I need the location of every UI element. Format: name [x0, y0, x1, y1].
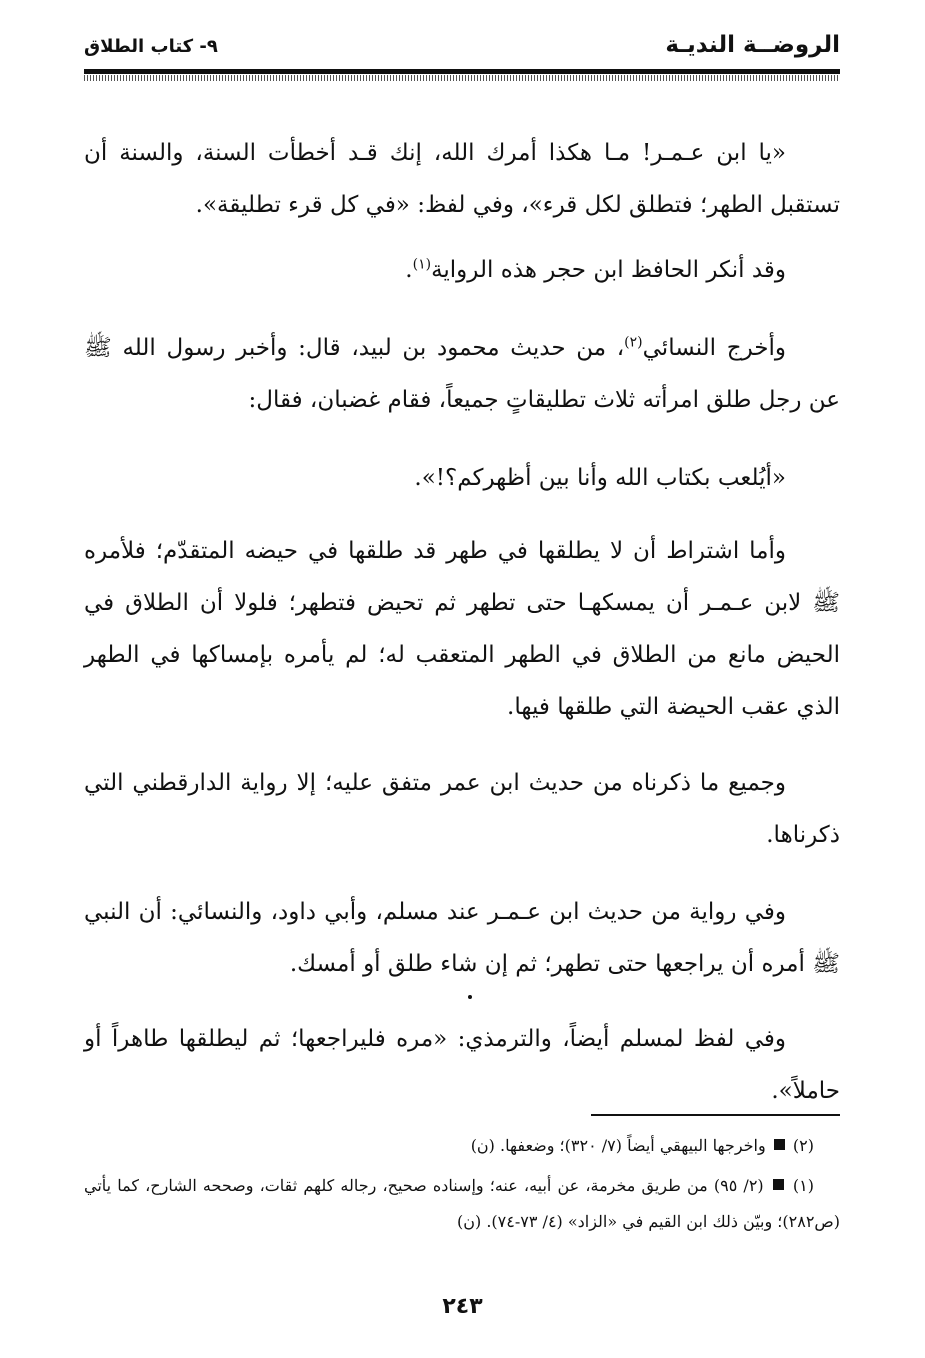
paragraph-5: [84, 525, 840, 733]
footnote-separator: [591, 1114, 840, 1116]
footnote-text: واخرجها البيهقي أيضاً (٧/ ٣٢٠)؛ وضعفها. (ن): [470, 1136, 766, 1155]
paragraph-text: وقد أنكر الحافظ ابن حجر هذه الرواية: [431, 257, 786, 283]
footnote-label: (٢): [792, 1136, 814, 1155]
paragraph-text: «يا ابن عـمـر! مـا هكذا أمرك الله، إنك قـد أخطأت السنة، والسنة أن تستقبل الطهر؛ فتطلق لكل قرء»، وفي لفظ: «في كل قرء تطليقة».: [84, 140, 840, 218]
paragraph-1: [84, 127, 840, 231]
footnote-marker[interactable]: (٢): [624, 334, 643, 351]
paragraph-text: وجميع ما ذكرناه من حديث ابن عمر متفق عليه؛ إلا رواية الدارقطني التي ذكرناها.: [84, 770, 840, 848]
square-bullet-icon: [774, 1139, 785, 1150]
paragraph-text-end: ، من حديث محمود بن لبيد، قال: وأخبر رسول الله ﷺ عن رجل طلق امرأته ثلاث تطليقاتٍ جميعاً، فقام غضبان، فقال:: [84, 335, 840, 413]
paragraph-3: [84, 322, 840, 426]
paragraph-4: [84, 452, 840, 504]
footnote-2: [84, 1128, 840, 1164]
paragraph-text: وأما اشتراط أن لا يطلقها في طهر قد طلقها في حيضه المتقدّم؛ فلأمره ﷺ لابن عـمـر أن يمسكهـا حتى تطهر ثم تحيض فتطهر؛ فلولا أن الطلاق في الحيض مانع من الطلاق في الطهر المتعقب له؛ لم يأمره بإمساكها في الطهر الذي عقب الحيضة التي طلقها فيها.: [84, 538, 840, 720]
square-bullet-icon: [773, 1179, 784, 1190]
footnote-marker[interactable]: (١): [412, 256, 432, 273]
book-title: الروضــة النديـة: [665, 32, 840, 58]
paragraph-6: [84, 757, 840, 861]
running-header: [84, 32, 840, 68]
chapter-title: ٩- كتاب الطلاق: [84, 36, 218, 57]
paragraph-text: وفي لفظ لمسلم أيضاً، والترمذي: «مره فليراجعها؛ ثم ليطلقها طاهراً أو حاملاً».: [84, 1026, 840, 1104]
page-number: ٢٤٣: [442, 1294, 483, 1319]
paragraph-text: وأخرج النسائي: [642, 335, 786, 361]
paragraph-8: [84, 1013, 840, 1117]
paragraph-2: [84, 244, 840, 296]
footnote-1: [84, 1168, 840, 1240]
paragraph-text-end: .: [405, 257, 413, 283]
paragraph-7: [84, 886, 840, 990]
print-speck: [468, 995, 472, 999]
footnote-text: (٢/ ٩٥) من طريق مخرمة، عن أبيه، عنه؛ وإسناده صحيح، رجاله كلهم ثقات، وصححه الشارح، كما يأتي (ص٢٨٢)؛ وبيّن ذلك ابن القيم في «الزاد» (٤/ ٧٣-٧٤). (ن): [84, 1176, 840, 1231]
header-hatch-rule: [84, 75, 840, 81]
header-rule: [84, 69, 840, 74]
paragraph-text: «أيُلعب بكتاب الله وأنا بين أظهركم؟!».: [414, 465, 786, 491]
footnote-label: (١): [792, 1176, 814, 1195]
paragraph-text: وفي رواية من حديث ابن عـمـر عند مسلم، وأبي داود، والنسائي: أن النبي ﷺ أمره أن يراجعها حتى تطهر؛ ثم إن شاء طلق أو أمسك.: [84, 899, 840, 977]
